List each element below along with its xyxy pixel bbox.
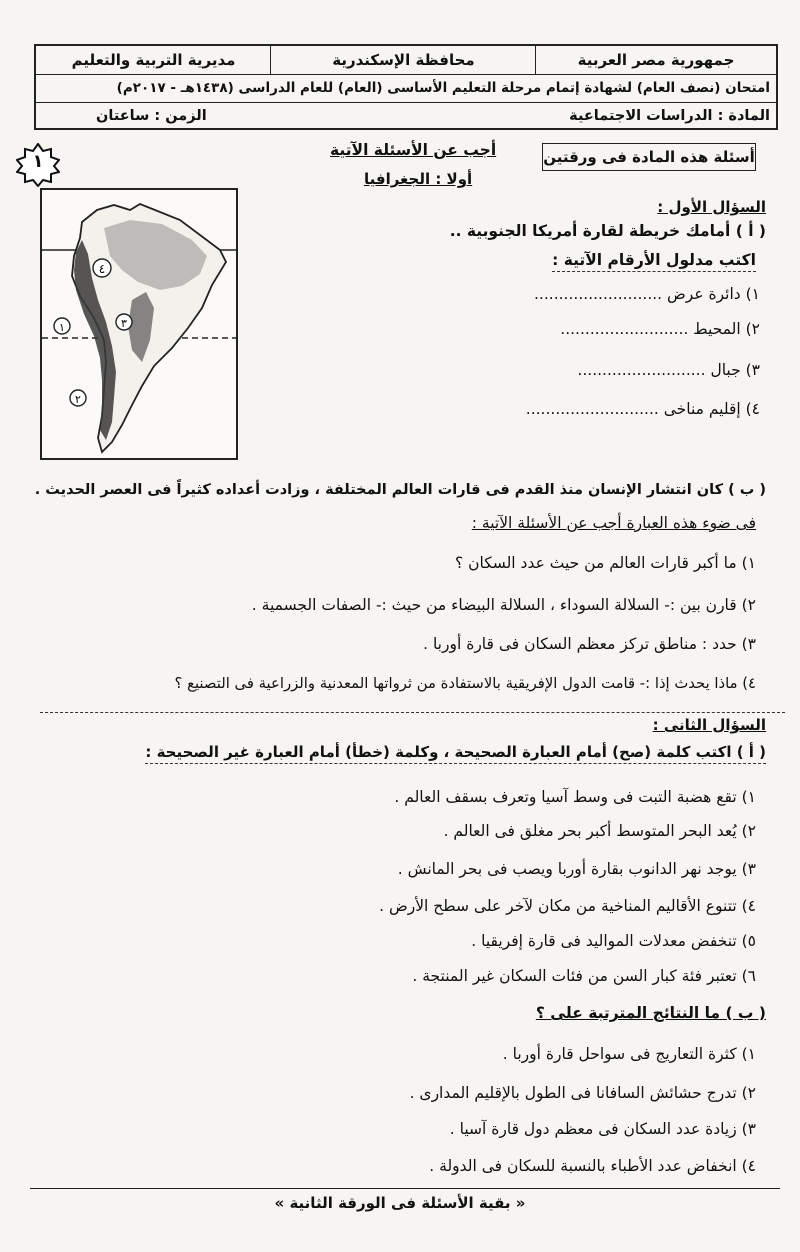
map-label-4: ٤: [98, 262, 106, 276]
q2-a-item-3: ٣) يوجد نهر الدانوب بقارة أوربا ويصب فى بحر المانش .: [397, 860, 756, 878]
q2-b-item-4: ٤) انخفاض عدد الأطباء بالنسبة للسكان فى الدولة .: [429, 1157, 756, 1175]
time-label: الزمن : ساعتان: [96, 108, 207, 124]
q1-item-3: ٣) جبال ..........................: [577, 361, 760, 379]
subject-label: المادة : الدراسات الاجتماعية: [569, 108, 770, 124]
q1-item-4: ٤) إقليم مناخى ...........................: [525, 400, 760, 418]
section-separator: [40, 712, 785, 713]
q1-item-2: ٢) المحيط ..........................: [560, 320, 760, 338]
q2-a-item-2: ٢) يُعد البحر المتوسط أكبر بحر مغلق فى العالم .: [443, 822, 756, 840]
footer-note: « بقية الأسئلة فى الورقة الثانية »: [274, 1194, 526, 1212]
q2-title: السؤال الثانى :: [652, 716, 766, 734]
header-row-exam: [36, 74, 776, 103]
map-label-1: ١: [59, 321, 65, 334]
q2-a-item-5: ٥) تنخفض معدلات المواليد فى قارة إفريقيا .: [471, 932, 756, 950]
section-title-geography: أولا : الجغرافيا: [364, 170, 473, 188]
q2-a-item-1: ١) تقع هضبة التبت فى وسط آسيا وتعرف بسقف العالم .: [394, 788, 756, 806]
country-label: جمهورية مصر العربية: [577, 51, 735, 69]
q1-item-1: ١) دائرة عرض ..........................: [534, 285, 760, 303]
answer-all-instruction: أجب عن الأسئلة الآتية: [330, 141, 497, 159]
q2-b-item-2: ٢) تدرج حشائش السافانا فى الطول بالإقليم المدارى .: [409, 1084, 756, 1102]
q2-b-item-1: ١) كثرة التعاريج فى سواحل قارة أوربا .: [502, 1045, 756, 1063]
exam-header: [34, 44, 778, 130]
q1-part-a-instruction: اكتب مدلول الأرقام الآتية :: [552, 251, 756, 272]
q2-part-a: ( أ ) اكتب كلمة (صح) أمام العبارة الصحيحة ، وكلمة (خطأ) أمام العبارة غير الصحيحة :: [145, 743, 766, 764]
exam-title: امتحان (نصف العام) لشهادة إتمام مرحلة التعليم الأساسى (العام) للعام الدراسى (١٤٣٨هـ - ٢٠١٧م): [116, 80, 770, 96]
q1-part-b-instruction: فى ضوء هذه العبارة أجب عن الأسئلة الآتية :: [471, 514, 756, 532]
q2-part-b: ( ب ) ما النتائج المترتبة على ؟: [535, 1004, 766, 1022]
q1-b-item-4: ٤) ماذا يحدث إذا :- قامت الدول الإفريقية بالاستفادة من ثرواتها المعدنية والزراعية فى التصنيع ؟: [174, 675, 756, 692]
pages-note-box: أسئلة هذه المادة فى ورقتين: [542, 143, 756, 171]
q1-b-item-3: ٣) حدد : مناطق تركز معظم السكان فى قارة أوربا .: [423, 635, 756, 653]
south-america-outline: [42, 190, 236, 458]
q1-b-item-1: ١) ما أكبر قارات العالم من حيث عدد السكان ؟: [454, 554, 756, 572]
south-america-map: [40, 188, 238, 460]
governorate-label: محافظة الإسكندرية: [332, 51, 475, 69]
footer-rule: [30, 1188, 780, 1189]
q1-b-item-2: ٢) قارن بين :- السلالة السوداء ، السلالة البيضاء من حيث :- الصفات الجسمية .: [251, 596, 756, 614]
header-row-top: [36, 46, 776, 75]
directorate-label: مديرية التربية والتعليم: [71, 51, 236, 69]
q1-part-a-label: ( أ ) أمامك خريطة لقارة أمريكا الجنوبية ..: [449, 222, 766, 240]
q2-a-item-4: ٤) تتنوع الأقاليم المناخية من مكان لآخر على سطح الأرض .: [379, 897, 756, 915]
map-label-2: ٢: [75, 393, 81, 406]
q2-b-item-3: ٣) زيادة عدد السكان فى معظم دول قارة آسيا .: [449, 1120, 756, 1138]
map-label-3: ٣: [121, 317, 127, 330]
page-number: ١: [32, 151, 44, 172]
q1-title: السؤال الأول :: [657, 198, 766, 216]
q1-part-b-text: ( ب ) كان انتشار الإنسان منذ القدم فى قارات العالم المختلفة ، وزادت أعداده كثيراً فى العصر الحديث .: [34, 482, 766, 498]
q2-a-item-6: ٦) تعتبر فئة كبار السن من فئات السكان غير المنتجة .: [412, 967, 756, 985]
